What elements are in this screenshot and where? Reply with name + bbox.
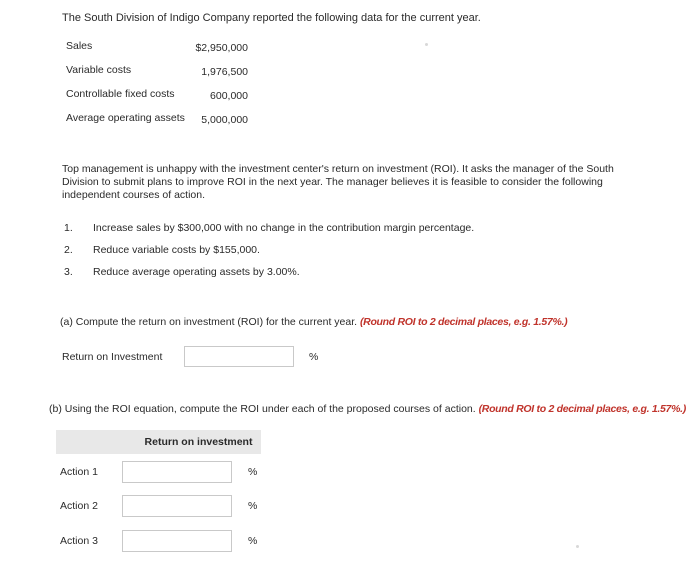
variable-costs-label: Variable costs	[66, 64, 132, 76]
part-b-question	[49, 403, 686, 415]
part-a-question-text: (a) Compute the return on investment (ROI) for the current year.	[60, 316, 358, 328]
controllable-fixed-costs-value: 600,000	[210, 90, 248, 102]
roi-percent-unit: %	[309, 351, 319, 363]
part-a-rounding-hint: (Round ROI to 2 decimal places, e.g. 1.57%.)	[359, 316, 568, 328]
roi-table-header	[56, 430, 261, 454]
action-3-label: Action 3	[60, 535, 98, 547]
action-3-percent-unit: %	[248, 535, 258, 547]
average-operating-assets-label: Average operating assets	[66, 112, 185, 124]
action-3-roi-input[interactable]	[122, 530, 232, 552]
roi-field-label: Return on Investment	[62, 351, 163, 363]
sales-value: $2,950,000	[195, 42, 248, 54]
action-text: Increase sales by $300,000 with no change in the contribution margin percentage.	[93, 222, 475, 234]
action-1-roi-input[interactable]	[122, 461, 232, 483]
action-text: Reduce average operating assets by 3.00%.	[93, 266, 300, 278]
action-number: 1.	[64, 222, 73, 234]
action-2-roi-input[interactable]	[122, 495, 232, 517]
controllable-fixed-costs-label: Controllable fixed costs	[66, 88, 175, 100]
part-b-rounding-hint: (Round ROI to 2 decimal places, e.g. 1.57%.)	[478, 403, 686, 415]
part-b-question-text: (b) Using the ROI equation, compute the ROI under each of the proposed courses of action.	[49, 403, 476, 415]
decorative-dot	[425, 43, 428, 46]
scenario-paragraph: Top management is unhappy with the investment center's return on investment (ROI). It asks the manager of the South Division to submit plans to improve ROI in the next year. The manager believes it is feasible to consider the following independent courses of action.	[62, 163, 614, 201]
roi-input[interactable]	[184, 346, 294, 367]
action-number: 3.	[64, 266, 73, 278]
action-1-label: Action 1	[60, 466, 98, 478]
sales-label: Sales	[66, 40, 93, 52]
average-operating-assets-value: 5,000,000	[201, 114, 248, 126]
action-2-percent-unit: %	[248, 500, 258, 512]
decorative-dot	[576, 545, 579, 548]
variable-costs-value: 1,976,500	[201, 66, 248, 78]
part-a-question	[60, 316, 567, 328]
action-text: Reduce variable costs by $155,000.	[93, 244, 260, 256]
action-2-label: Action 2	[60, 500, 98, 512]
action-number: 2.	[64, 244, 73, 256]
action-1-percent-unit: %	[248, 466, 258, 478]
return-on-investment-column-header: Return on investment	[144, 436, 253, 448]
intro-text: The South Division of Indigo Company reported the following data for the current year.	[62, 12, 481, 24]
